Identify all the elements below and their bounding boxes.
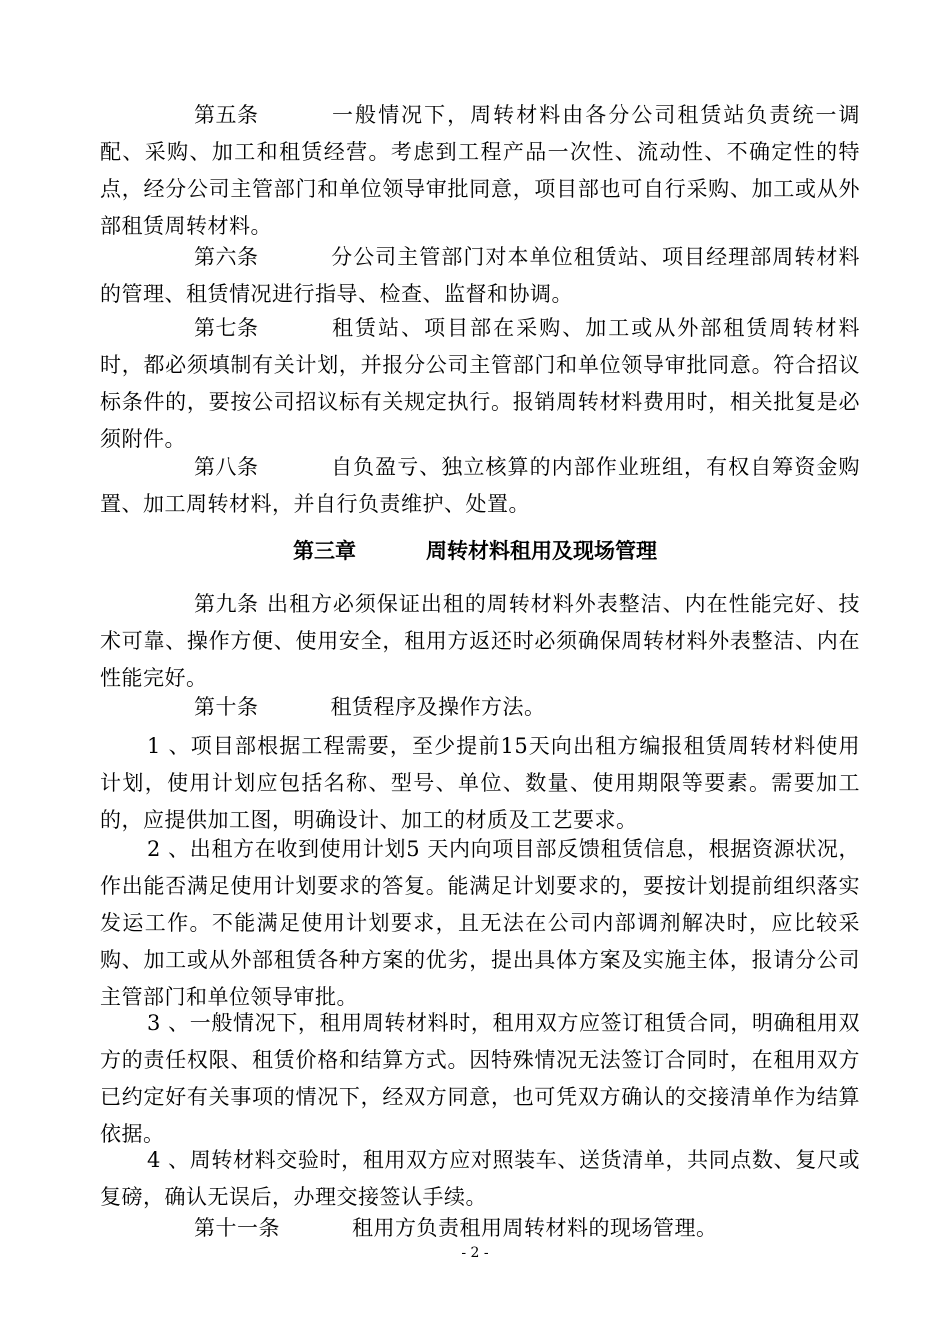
article-11 xyxy=(100,1210,860,1247)
chapter-number: 第三章 xyxy=(293,538,356,563)
list-item-text: 3 、一般情况下，租用周转材料时，租用双方应签订租赁合同，明确租用双方的责任权限、租赁价格和结算方式。因特殊情况无法签订合同时，在租用双方已约定好有关事项的情况下，经双方同意，也可凭双方确认的交接清单作为结算依据。 xyxy=(100,1011,860,1146)
article-label: 第七条 xyxy=(194,316,259,340)
list-item-3 xyxy=(100,1005,860,1153)
article-6 xyxy=(100,239,860,313)
article-label: 第八条 xyxy=(194,455,259,479)
article-text: 分公司主管部门对本单位租赁站、项目经理部周转材料的管理、租赁情况进行指导、检查、监督和协调。 xyxy=(100,245,860,306)
page-number: - 2 - xyxy=(461,1245,489,1261)
article-label: 第十条 xyxy=(194,695,259,719)
article-9 xyxy=(100,586,860,697)
article-text: 自负盈亏、独立核算的内部作业班组，有权自筹资金购置、加工周转材料，并自行负责维护、处置。 xyxy=(100,455,860,516)
list-item-1 xyxy=(100,728,860,839)
article-7 xyxy=(100,310,860,458)
article-label: 第六条 xyxy=(194,245,259,269)
article-text: 租赁程序及操作方法。 xyxy=(330,695,546,719)
list-item-4 xyxy=(100,1142,860,1216)
article-text: 一般情况下，周转材料由各分公司租赁站负责统一调配、采购、加工和租赁经营。考虑到工程产品一次性、流动性、不确定性的特点，经分公司主管部门和单位领导审批同意，项目部也可自行采购、加工或从外部租赁周转材料。 xyxy=(100,103,860,238)
article-label: 第十一条 xyxy=(194,1216,280,1240)
article-text: 租赁站、项目部在采购、加工或从外部租赁周转材料时，都必须填制有关计划，并报分公司主管部门和单位领导审批同意。符合招议标条件的，要按公司招议标有关规定执行。报销周转材料费用时，相关批复是必须附件。 xyxy=(100,316,860,451)
article-8 xyxy=(100,449,860,523)
list-item-2 xyxy=(100,831,860,1016)
article-10 xyxy=(100,689,860,726)
article-text: 租用方负责租用周转材料的现场管理。 xyxy=(352,1216,718,1240)
list-item-text: 4 、周转材料交验时，租用双方应对照装车、送货清单，共同点数、复尺或复磅，确认无误后，办理交接签认手续。 xyxy=(100,1148,860,1209)
chapter-title: 周转材料租用及现场管理 xyxy=(426,538,657,563)
list-item-text: 1 、项目部根据工程需要，至少提前15天向出租方编报租赁周转材料使用计划，使用计划应包括名称、型号、单位、数量、使用期限等要素。需要加工的，应提供加工图，明确设计、加工的材质及工艺要求。 xyxy=(100,734,860,832)
list-item-text: 2 、出租方在收到使用计划5 天内向项目部反馈租赁信息，根据资源状况，作出能否满足使用计划要求的答复。能满足计划要求的，要按计划提前组织落实发运工作。不能满足使用计划要求，且无法在公司内部调剂解决时，应比较采购、加工或从外部租赁各种方案的优劣，提出具体方案及实施主体，报请分公司主管部门和单位领导审批。 xyxy=(100,837,860,1009)
article-label: 第五条 xyxy=(194,103,259,127)
article-text: 出租方必须保证出租的周转材料外表整洁、内在性能完好、技术可靠、操作方便、使用安全，租用方返还时必须确保周转材料外表整洁、内在性能完好。 xyxy=(100,592,860,690)
article-label: 第九条 xyxy=(194,592,259,616)
chapter-heading xyxy=(0,532,950,569)
article-5 xyxy=(100,97,860,245)
